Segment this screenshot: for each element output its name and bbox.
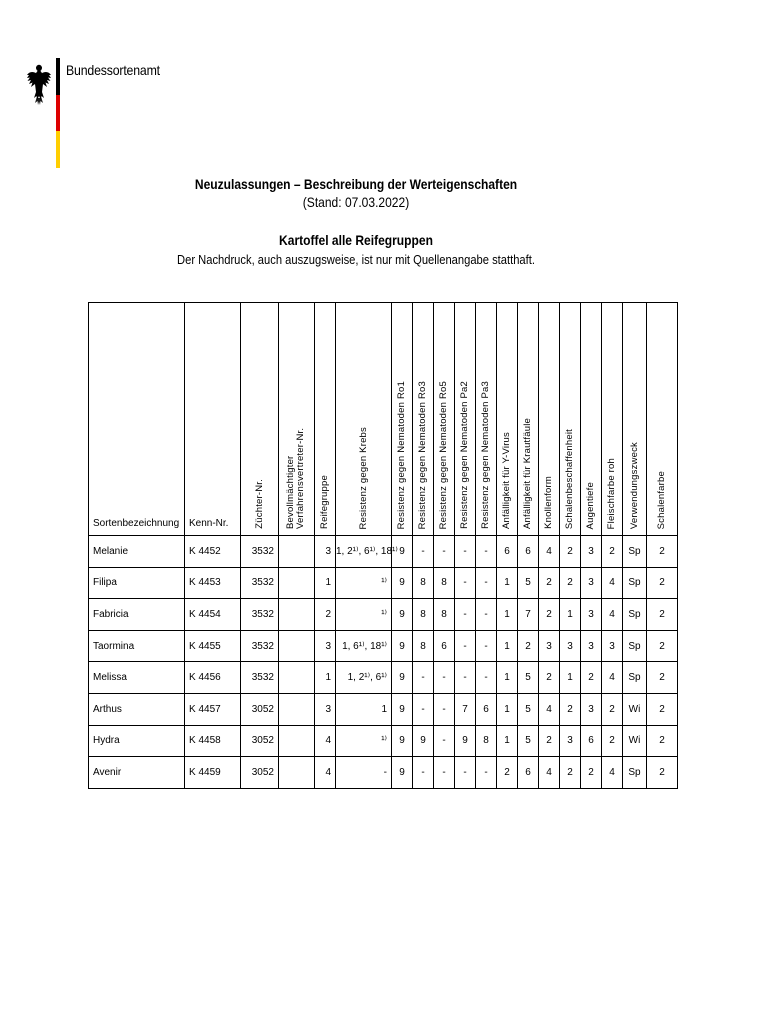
table-cell-ro1: 9 xyxy=(392,662,413,694)
table-cell-schale: 1 xyxy=(560,599,581,631)
table-cell-schale: 2 xyxy=(560,567,581,599)
col-header: Bevollmächtigter Verfahrensvertreter-Nr. xyxy=(279,303,315,536)
flag-stripe xyxy=(56,58,60,168)
table-cell-fleisch: 3 xyxy=(602,630,623,662)
table-cell-name: Fabricia xyxy=(89,599,185,631)
col-header: Resistenz gegen Nematoden Ro5 xyxy=(434,303,455,536)
table-cell-ro1: 9 xyxy=(392,599,413,631)
title-block xyxy=(0,176,712,267)
table-cell-auge: 3 xyxy=(581,693,602,725)
document-subtitle: Kartoffel alle Reifegruppen xyxy=(279,232,433,248)
table-cell-pa2: - xyxy=(455,567,476,599)
table-cell-ro1: 9 xyxy=(392,757,413,789)
table-cell-reife: 3 xyxy=(315,536,336,568)
table-cell-yvirus: 1 xyxy=(497,662,518,694)
table-cell-ro3: 9 xyxy=(413,725,434,757)
table-cell-kenn: K 4455 xyxy=(185,630,241,662)
header-logo xyxy=(26,58,226,170)
table-cell-reife: 2 xyxy=(315,599,336,631)
table-row xyxy=(89,757,678,789)
table-cell-knolle: 2 xyxy=(539,725,560,757)
table-cell-krebs: 1, 6¹⁾, 18¹⁾ xyxy=(336,630,392,662)
table-cell-auge: 3 xyxy=(581,599,602,631)
table-cell-zuechter: 3532 xyxy=(241,536,279,568)
table-cell-fleisch: 4 xyxy=(602,567,623,599)
table-cell-name: Hydra xyxy=(89,725,185,757)
table-cell-knolle: 4 xyxy=(539,536,560,568)
table-cell-schalenfarbe: 2 xyxy=(647,662,678,694)
table-row xyxy=(89,693,678,725)
table-cell-ro1: 9 xyxy=(392,536,413,568)
table-cell-kenn: K 4457 xyxy=(185,693,241,725)
table-cell-zuechter: 3052 xyxy=(241,757,279,789)
table-cell-schalenfarbe: 2 xyxy=(647,536,678,568)
table-cell-knolle: 2 xyxy=(539,599,560,631)
table-cell-vertreter xyxy=(279,630,315,662)
table-cell-yvirus: 6 xyxy=(497,536,518,568)
table-cell-ro5: - xyxy=(434,725,455,757)
table-cell-pa2: - xyxy=(455,536,476,568)
table-row xyxy=(89,536,678,568)
table-cell-reife: 3 xyxy=(315,630,336,662)
col-header: Verwendungszweck xyxy=(623,303,647,536)
table-cell-krebs: ¹⁾ xyxy=(336,725,392,757)
col-header: Resistenz gegen Krebs xyxy=(336,303,392,536)
table-cell-schalenfarbe: 2 xyxy=(647,725,678,757)
table-cell-auge: 2 xyxy=(581,757,602,789)
table-cell-vertreter xyxy=(279,693,315,725)
table-cell-yvirus: 1 xyxy=(497,630,518,662)
table-cell-pa3: - xyxy=(476,536,497,568)
table-cell-ro3: 8 xyxy=(413,630,434,662)
col-header: Augentiefe xyxy=(581,303,602,536)
table-cell-pa3: 8 xyxy=(476,725,497,757)
col-header: Züchter-Nr. xyxy=(241,303,279,536)
org-name: Bundessortenamt xyxy=(66,62,160,78)
table-cell-zweck: Sp xyxy=(623,630,647,662)
table-cell-auge: 6 xyxy=(581,725,602,757)
table-cell-pa2: 9 xyxy=(455,725,476,757)
table-cell-schalenfarbe: 2 xyxy=(647,599,678,631)
table-cell-ro3: - xyxy=(413,757,434,789)
table-row xyxy=(89,725,678,757)
table-cell-vertreter xyxy=(279,567,315,599)
table-cell-ro5: - xyxy=(434,536,455,568)
table-cell-fleisch: 4 xyxy=(602,662,623,694)
table-cell-schalenfarbe: 2 xyxy=(647,567,678,599)
table-cell-yvirus: 1 xyxy=(497,599,518,631)
table-cell-ro3: - xyxy=(413,693,434,725)
col-header: Schalenfarbe xyxy=(647,303,678,536)
col-header: Knollenform xyxy=(539,303,560,536)
table-cell-ro3: 8 xyxy=(413,599,434,631)
table-cell-knolle: 4 xyxy=(539,757,560,789)
table-row xyxy=(89,630,678,662)
table-cell-schale: 3 xyxy=(560,725,581,757)
table-cell-ro5: 6 xyxy=(434,630,455,662)
table-cell-kraut: 6 xyxy=(518,757,539,789)
table-cell-kraut: 2 xyxy=(518,630,539,662)
table-cell-reife: 4 xyxy=(315,757,336,789)
table-cell-knolle: 3 xyxy=(539,630,560,662)
table-cell-auge: 3 xyxy=(581,630,602,662)
table-cell-vertreter xyxy=(279,599,315,631)
table-cell-name: Avenir xyxy=(89,757,185,789)
table-cell-vertreter xyxy=(279,662,315,694)
table-cell-fleisch: 4 xyxy=(602,757,623,789)
table-cell-ro5: 8 xyxy=(434,599,455,631)
table-cell-ro3: 8 xyxy=(413,567,434,599)
table-cell-ro3: - xyxy=(413,536,434,568)
table-cell-reife: 1 xyxy=(315,662,336,694)
table-cell-kenn: K 4452 xyxy=(185,536,241,568)
table-cell-auge: 2 xyxy=(581,662,602,694)
table-cell-zweck: Sp xyxy=(623,536,647,568)
col-header: Resistenz gegen Nematoden Pa2 xyxy=(455,303,476,536)
federal-eagle-icon xyxy=(26,62,52,106)
table-cell-kenn: K 4458 xyxy=(185,725,241,757)
table-cell-fleisch: 2 xyxy=(602,693,623,725)
table-cell-ro5: - xyxy=(434,662,455,694)
table-cell-reife: 1 xyxy=(315,567,336,599)
table-cell-ro5: - xyxy=(434,693,455,725)
table-cell-reife: 4 xyxy=(315,725,336,757)
table-cell-name: Melanie xyxy=(89,536,185,568)
table-row xyxy=(89,662,678,694)
table-cell-zweck: Sp xyxy=(623,757,647,789)
table-cell-pa2: - xyxy=(455,757,476,789)
table-row xyxy=(89,567,678,599)
table-cell-kraut: 5 xyxy=(518,662,539,694)
table-cell-vertreter xyxy=(279,536,315,568)
table-cell-kraut: 7 xyxy=(518,599,539,631)
col-header: Resistenz gegen Nematoden Pa3 xyxy=(476,303,497,536)
table-cell-kenn: K 4453 xyxy=(185,567,241,599)
table-cell-ro3: - xyxy=(413,662,434,694)
table-cell-yvirus: 1 xyxy=(497,567,518,599)
table-cell-krebs: ¹⁾ xyxy=(336,599,392,631)
table-cell-schale: 2 xyxy=(560,536,581,568)
table-cell-pa3: - xyxy=(476,662,497,694)
table-cell-ro1: 9 xyxy=(392,567,413,599)
table-cell-zweck: Sp xyxy=(623,662,647,694)
table-cell-pa3: - xyxy=(476,567,497,599)
col-header: Anfälligkeit für Krautfäule xyxy=(518,303,539,536)
table-cell-ro5: - xyxy=(434,757,455,789)
col-header: Schalenbeschaffenheit xyxy=(560,303,581,536)
table-cell-fleisch: 4 xyxy=(602,599,623,631)
table-cell-zuechter: 3532 xyxy=(241,567,279,599)
table-cell-kenn: K 4459 xyxy=(185,757,241,789)
table-cell-zuechter: 3532 xyxy=(241,630,279,662)
table-cell-name: Melissa xyxy=(89,662,185,694)
col-header: Reifegruppe xyxy=(315,303,336,536)
table-cell-knolle: 4 xyxy=(539,693,560,725)
table-cell-name: Arthus xyxy=(89,693,185,725)
table-cell-schale: 2 xyxy=(560,693,581,725)
table-cell-zuechter: 3532 xyxy=(241,599,279,631)
table-cell-zuechter: 3052 xyxy=(241,693,279,725)
col-header: Resistenz gegen Nematoden Ro1 xyxy=(392,303,413,536)
table-header-row xyxy=(89,303,678,536)
table-cell-vertreter xyxy=(279,757,315,789)
table-cell-schalenfarbe: 2 xyxy=(647,757,678,789)
table-cell-kenn: K 4456 xyxy=(185,662,241,694)
col-header: Resistenz gegen Nematoden Ro3 xyxy=(413,303,434,536)
copyright-notice: Der Nachdruck, auch auszugsweise, ist nur mit Quellenangabe statthaft. xyxy=(177,252,535,267)
table-cell-schalenfarbe: 2 xyxy=(647,630,678,662)
table-cell-pa2: - xyxy=(455,662,476,694)
table-cell-schale: 2 xyxy=(560,757,581,789)
table-cell-schale: 1 xyxy=(560,662,581,694)
table-cell-yvirus: 1 xyxy=(497,693,518,725)
document-title: Neuzulassungen – Beschreibung der Werteigenschaften xyxy=(194,176,518,192)
table-cell-kraut: 6 xyxy=(518,536,539,568)
table-cell-kraut: 5 xyxy=(518,567,539,599)
table-cell-pa3: - xyxy=(476,630,497,662)
table-cell-zweck: Wi xyxy=(623,725,647,757)
table-cell-name: Taormina xyxy=(89,630,185,662)
table-cell-kraut: 5 xyxy=(518,725,539,757)
table-cell-auge: 3 xyxy=(581,536,602,568)
table-cell-zuechter: 3052 xyxy=(241,725,279,757)
table-cell-krebs: - xyxy=(336,757,392,789)
table-cell-krebs: 1, 2¹⁾, 6¹⁾, 18¹⁾ xyxy=(336,536,392,568)
col-header: Sortenbezeichnung xyxy=(89,303,185,536)
table-cell-schalenfarbe: 2 xyxy=(647,693,678,725)
table-cell-reife: 3 xyxy=(315,693,336,725)
table-cell-ro1: 9 xyxy=(392,725,413,757)
col-header: Fleischfarbe roh xyxy=(602,303,623,536)
table-cell-pa3: 6 xyxy=(476,693,497,725)
table-cell-schale: 3 xyxy=(560,630,581,662)
table-cell-zweck: Sp xyxy=(623,599,647,631)
table-cell-pa2: - xyxy=(455,630,476,662)
col-header: Anfälligkeit für Y-Virus xyxy=(497,303,518,536)
table-cell-pa2: - xyxy=(455,599,476,631)
document-date: (Stand: 07.03.2022) xyxy=(302,194,410,210)
table-cell-yvirus: 1 xyxy=(497,725,518,757)
table-cell-yvirus: 2 xyxy=(497,757,518,789)
col-header: Kenn-Nr. xyxy=(185,303,241,536)
table-cell-pa3: - xyxy=(476,757,497,789)
table-cell-krebs: 1 xyxy=(336,693,392,725)
table-cell-knolle: 2 xyxy=(539,662,560,694)
table-cell-zuechter: 3532 xyxy=(241,662,279,694)
table-cell-pa2: 7 xyxy=(455,693,476,725)
table-cell-ro1: 9 xyxy=(392,630,413,662)
table-cell-fleisch: 2 xyxy=(602,725,623,757)
table-cell-auge: 3 xyxy=(581,567,602,599)
table-cell-krebs: ¹⁾ xyxy=(336,567,392,599)
table-cell-fleisch: 2 xyxy=(602,536,623,568)
table-cell-pa3: - xyxy=(476,599,497,631)
table-cell-vertreter xyxy=(279,725,315,757)
table-cell-zweck: Wi xyxy=(623,693,647,725)
table-cell-ro5: 8 xyxy=(434,567,455,599)
varieties-table xyxy=(88,302,678,789)
table-cell-krebs: 1, 2¹⁾, 6¹⁾ xyxy=(336,662,392,694)
table-row xyxy=(89,599,678,631)
table-cell-kenn: K 4454 xyxy=(185,599,241,631)
table-cell-knolle: 2 xyxy=(539,567,560,599)
table-cell-zweck: Sp xyxy=(623,567,647,599)
table-cell-ro1: 9 xyxy=(392,693,413,725)
table-cell-kraut: 5 xyxy=(518,693,539,725)
table-cell-name: Filipa xyxy=(89,567,185,599)
